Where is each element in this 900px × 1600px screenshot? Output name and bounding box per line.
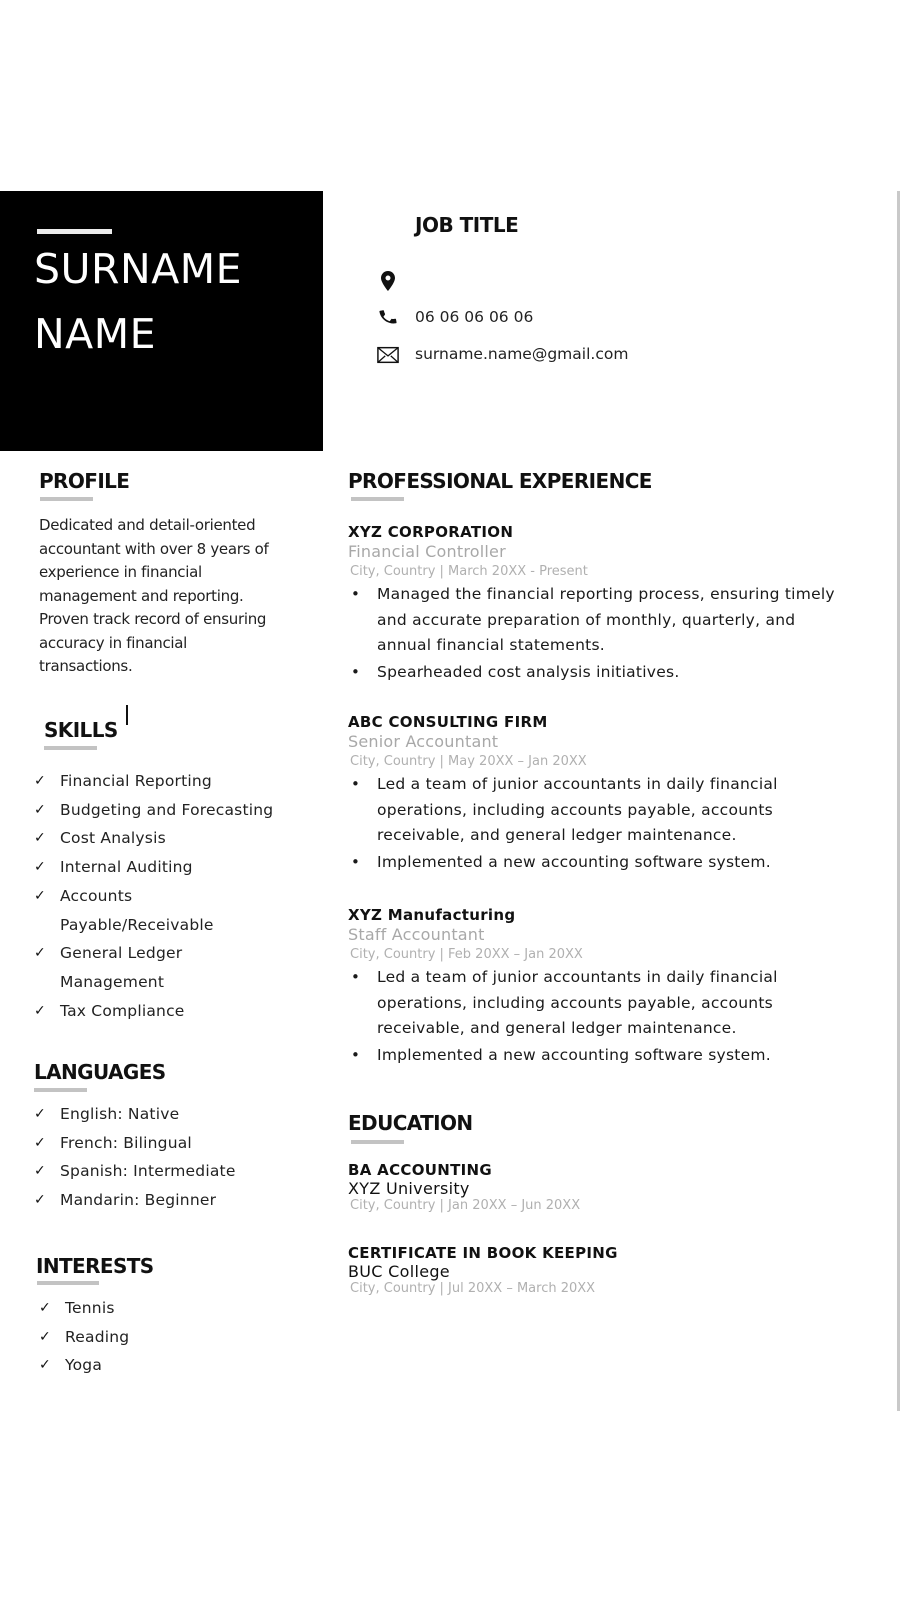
skill-label: Financial Reporting xyxy=(60,772,212,790)
skill-label: Budgeting and Forecasting xyxy=(60,800,274,819)
bullet-icon: • xyxy=(351,852,361,871)
education-heading: EDUCATION xyxy=(348,1111,473,1135)
list-item xyxy=(348,1043,808,1069)
list-item xyxy=(34,824,294,853)
job-dates: City, Country | Feb 20XX – Jan 20XX xyxy=(350,947,583,962)
job-title: JOB TITLE xyxy=(415,213,519,237)
list-item xyxy=(348,850,808,876)
text-cursor xyxy=(126,705,128,725)
profile-line: Dedicated and detail-oriented xyxy=(39,516,256,534)
check-icon: ✓ xyxy=(39,1357,51,1374)
first-name: NAME xyxy=(34,310,156,358)
degree: BA ACCOUNTING xyxy=(348,1161,492,1179)
bullet-text: Spearheaded cost analysis initiatives. xyxy=(377,662,680,681)
phone-text: 06 06 06 06 06 xyxy=(415,308,534,326)
profile-line: management and reporting. xyxy=(39,586,244,605)
list-item xyxy=(39,1323,299,1352)
job-bullets xyxy=(348,965,808,1068)
education-dates: City, Country | Jul 20XX – March 20XX xyxy=(350,1281,596,1296)
skills-list xyxy=(34,767,294,1025)
profile-text xyxy=(39,514,289,679)
company-name: ABC CONSULTING FIRM xyxy=(348,713,548,731)
profile-heading: PROFILE xyxy=(39,469,130,493)
school: XYZ University xyxy=(348,1179,470,1198)
bullet-text: Implemented a new accounting software system. xyxy=(377,1045,771,1064)
bullet-text: Led a team of junior accountants in daily financial operations, including accounts payable, accounts receivable, and general ledger maintenance. xyxy=(377,968,778,1037)
check-icon: ✓ xyxy=(34,1002,46,1019)
skill-label: General Ledger Management xyxy=(60,944,183,991)
interest-label: Yoga xyxy=(65,1356,103,1375)
list-item xyxy=(34,853,294,882)
education-dates: City, Country | Jan 20XX – Jun 20XX xyxy=(350,1198,581,1213)
skill-label: Internal Auditing xyxy=(60,858,193,877)
profile-line: accuracy in financial xyxy=(39,633,188,652)
skills-heading: SKILLS xyxy=(44,718,118,742)
list-item xyxy=(34,796,294,825)
bullet-text: Managed the financial reporting process, ensuring timely and accurate preparation of monthly, quarterly, and annual financial statements. xyxy=(377,585,835,654)
job-bullets xyxy=(348,772,808,875)
job-dates: City, Country | May 20XX – Jan 20XX xyxy=(350,754,587,769)
check-icon: ✓ xyxy=(34,1106,46,1122)
interest-label: Reading xyxy=(65,1327,130,1346)
list-item xyxy=(348,582,838,659)
job-role: Senior Accountant xyxy=(348,732,499,751)
interests-heading: INTERESTS xyxy=(36,1254,154,1278)
check-icon: ✓ xyxy=(34,1134,46,1151)
experience-underline xyxy=(351,497,404,501)
list-item xyxy=(348,660,838,686)
skill-label: Accounts Payable/Receivable xyxy=(60,886,214,934)
check-icon: ✓ xyxy=(34,773,46,789)
skill-label: Cost Analysis xyxy=(60,829,166,848)
check-icon: ✓ xyxy=(34,1192,46,1209)
list-item xyxy=(34,997,294,1026)
name-accent-bar xyxy=(37,229,112,234)
languages-list xyxy=(34,1100,294,1215)
bullet-icon: • xyxy=(351,775,361,793)
list-item xyxy=(348,772,808,849)
profile-line: transactions. xyxy=(39,657,133,675)
profile-underline xyxy=(40,497,93,501)
bullet-text: Led a team of junior accountants in daily financial operations, including accounts payable, accounts receivable, and general ledger maintenance. xyxy=(377,775,778,844)
job-role: Staff Accountant xyxy=(348,925,485,944)
phone-icon xyxy=(377,306,399,328)
interests-underline xyxy=(37,1281,99,1285)
languages-heading: LANGUAGES xyxy=(34,1060,166,1084)
check-icon: ✓ xyxy=(34,830,46,847)
bullet-icon: • xyxy=(351,1045,361,1064)
bullet-text: Implemented a new accounting software system. xyxy=(377,852,771,871)
map-pin-icon xyxy=(377,270,399,292)
list-item xyxy=(34,767,294,796)
education-entry xyxy=(348,1244,618,1296)
list-item xyxy=(34,939,210,996)
job-entry xyxy=(348,906,848,1069)
language-label: Mandarin: Beginner xyxy=(60,1191,217,1210)
profile-line: experience in financial xyxy=(39,563,202,581)
check-icon: ✓ xyxy=(34,1163,46,1180)
check-icon: ✓ xyxy=(34,945,46,962)
languages-underline xyxy=(34,1088,87,1092)
bullet-icon: • xyxy=(351,585,361,603)
job-role: Financial Controller xyxy=(348,542,506,561)
degree: CERTIFICATE IN BOOK KEEPING xyxy=(348,1244,618,1262)
list-item xyxy=(39,1294,299,1323)
language-label: English: Native xyxy=(60,1105,180,1123)
company-name: XYZ Manufacturing xyxy=(348,906,516,924)
language-label: French: Bilingual xyxy=(60,1133,192,1152)
email-text[interactable]: surname.name@gmail.com xyxy=(415,345,629,363)
list-item xyxy=(34,1129,294,1158)
check-icon: ✓ xyxy=(34,887,46,904)
check-icon: ✓ xyxy=(39,1300,51,1316)
list-item xyxy=(39,1351,299,1380)
surname: SURNAME xyxy=(34,245,243,293)
check-icon: ✓ xyxy=(34,801,46,818)
interest-label: Tennis xyxy=(65,1299,115,1317)
language-label: Spanish: Intermediate xyxy=(60,1162,236,1181)
bullet-icon: • xyxy=(351,968,361,986)
check-icon: ✓ xyxy=(39,1328,51,1345)
job-entry xyxy=(348,713,848,876)
profile-line: accountant with over 8 years of xyxy=(39,539,269,558)
education-entry xyxy=(348,1161,580,1213)
job-dates: City, Country | March 20XX - Present xyxy=(350,564,588,579)
job-bullets xyxy=(348,582,838,685)
profile-line: Proven track record of ensuring xyxy=(39,610,267,628)
list-item xyxy=(34,1100,294,1129)
skill-label: Tax Compliance xyxy=(60,1001,185,1020)
education-underline xyxy=(351,1140,404,1144)
list-item xyxy=(348,965,808,1042)
school: BUC College xyxy=(348,1262,450,1281)
experience-heading: PROFESSIONAL EXPERIENCE xyxy=(348,469,652,493)
job-entry xyxy=(348,523,848,686)
check-icon: ✓ xyxy=(34,859,46,876)
interests-list xyxy=(39,1294,299,1380)
list-item xyxy=(34,882,230,939)
company-name: XYZ CORPORATION xyxy=(348,523,514,541)
skills-underline xyxy=(44,746,97,750)
list-item xyxy=(34,1157,294,1186)
list-item xyxy=(34,1186,294,1215)
bullet-icon: • xyxy=(351,662,361,681)
envelope-icon xyxy=(377,344,399,366)
